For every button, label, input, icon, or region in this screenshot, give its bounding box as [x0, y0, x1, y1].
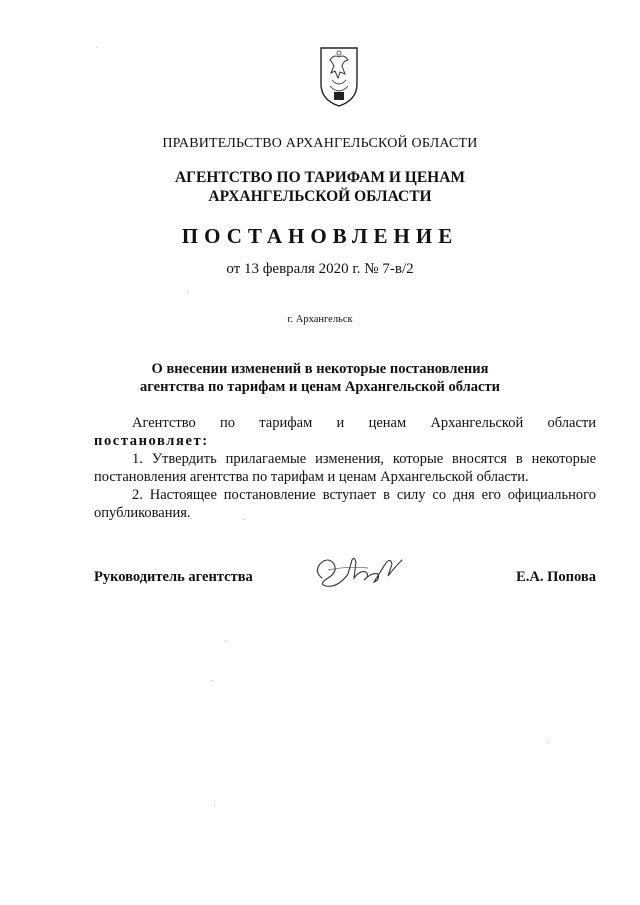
intro-word: по: [220, 415, 236, 431]
intro-word: ценам: [368, 415, 407, 431]
document-subject: [0, 360, 640, 396]
government-header: ПРАВИТЕЛЬСТВО АРХАНГЕЛЬСКОЙ ОБЛАСТИ: [162, 136, 478, 151]
item-2: 2. Настоящее постановление вступает в силу со дня его официального опубликования.: [94, 487, 596, 521]
decides-word: постановляет:: [94, 433, 209, 449]
coat-of-arms-emblem: [318, 44, 360, 108]
scan-speck: [548, 742, 549, 743]
scan-speck: [212, 680, 213, 681]
item-1: 1. Утвердить прилагаемые изменения, которые вносятся в некоторые постановления агентства по тарифам и ценам Архангельской области.: [94, 451, 596, 485]
intro-line: [94, 414, 596, 432]
scan-speck: [187, 291, 188, 292]
document-type: ПОСТАНОВЛЕНИЕ: [181, 224, 459, 248]
signatory-role: Руководитель агентства: [94, 569, 253, 585]
document-body: [94, 414, 596, 522]
scan-speck: [214, 805, 215, 806]
intro-word: тарифам: [259, 415, 313, 431]
intro-word: и: [336, 415, 345, 431]
intro-word: Агентство: [132, 415, 196, 431]
scan-speck: [244, 519, 245, 520]
intro-word: Архангельской: [430, 415, 524, 431]
scan-speck: [225, 640, 226, 641]
document-city: г. Архангельск: [287, 314, 353, 325]
scan-speck: [96, 47, 97, 48]
agency-name-line-2: АРХАНГЕЛЬСКОЙ ОБЛАСТИ: [208, 188, 432, 205]
agency-name-line-1: АГЕНТСТВО ПО ТАРИФАМ И ЦЕНАМ: [174, 169, 466, 186]
signatory-name: Е.А. Попова: [516, 569, 596, 585]
handwritten-signature: [308, 548, 408, 592]
intro-word: области: [547, 415, 596, 431]
agency-name: [0, 168, 640, 206]
subject-line-1: О внесении изменений в некоторые постановления: [151, 361, 489, 377]
subject-line-2: агентства по тарифам и ценам Архангельской области: [140, 379, 500, 395]
document-date-number: от 13 февраля 2020 г. № 7-в/2: [226, 261, 414, 277]
